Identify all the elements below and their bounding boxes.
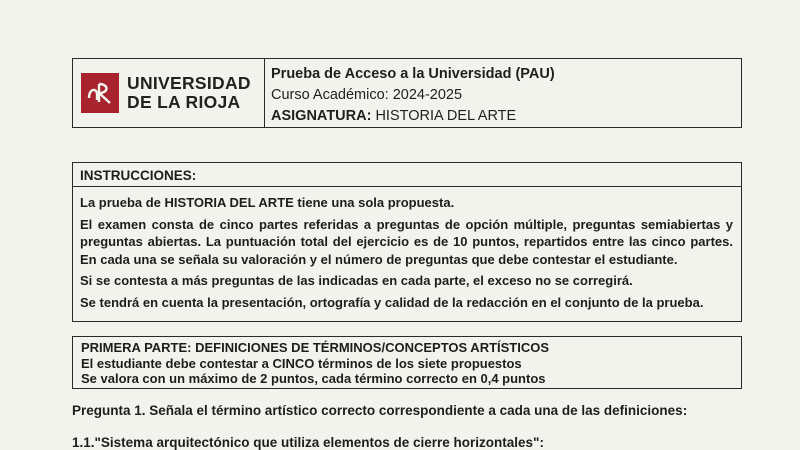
instruction-paragraph: Si se contesta a más preguntas de las indicadas en cada parte, el exceso no se corregirá. — [80, 273, 633, 288]
university-emblem-icon — [81, 73, 119, 113]
exam-info — [265, 59, 741, 127]
university-name-line2: DE LA RIOJA — [127, 92, 241, 112]
subject-value: HISTORIA DEL ARTE — [375, 108, 517, 124]
instruction-paragraph: La prueba de HISTORIA DEL ARTE tiene una sola propuesta. — [80, 195, 455, 210]
question-1-1: 1.1."Sistema arquitectónico que utiliza elementos de cierre horizontales": — [72, 435, 544, 450]
instructions-box — [72, 162, 742, 322]
subject-label: ASIGNATURA: — [271, 108, 372, 124]
university-logo — [73, 59, 265, 127]
part1-requirement: El estudiante debe contestar a CINCO términos de los siete propuestos — [81, 355, 522, 371]
university-name-line1: UNIVERSIDAD — [127, 73, 251, 93]
exam-title: Prueba de Acceso a la Universidad (PAU) — [271, 66, 555, 82]
instructions-body — [73, 187, 741, 311]
instructions-heading: INSTRUCCIONES: — [73, 163, 741, 187]
part1-title: PRIMERA PARTE: DEFINICIONES DE TÉRMINOS/CONCEPTOS ARTÍSTICOS — [81, 340, 550, 355]
part1-box — [72, 336, 742, 389]
header-box — [72, 58, 742, 128]
instruction-paragraph: Se tendrá en cuenta la presentación, ortografía y calidad de la redacción en el conjunto de la prueba. — [80, 294, 704, 310]
instruction-paragraph: El examen consta de cinco partes referidas a preguntas de opción múltiple, preguntas semiabiertas y preguntas abiertas. La puntuación total del ejercicio es de 10 puntos, repartidos entre las cinco partes. En cada una se señala su valoración y el número de preguntas que debe contestar el estudiante. — [80, 216, 733, 267]
part1-scoring: Se valora con un máximo de 2 puntos, cada término correcto en 0,4 puntos — [81, 371, 546, 386]
question-1: Pregunta 1. Señala el término artístico correcto correspondiente a cada una de las definiciones: — [72, 403, 688, 418]
course-label: Curso Académico: 2024-2025 — [271, 87, 463, 103]
